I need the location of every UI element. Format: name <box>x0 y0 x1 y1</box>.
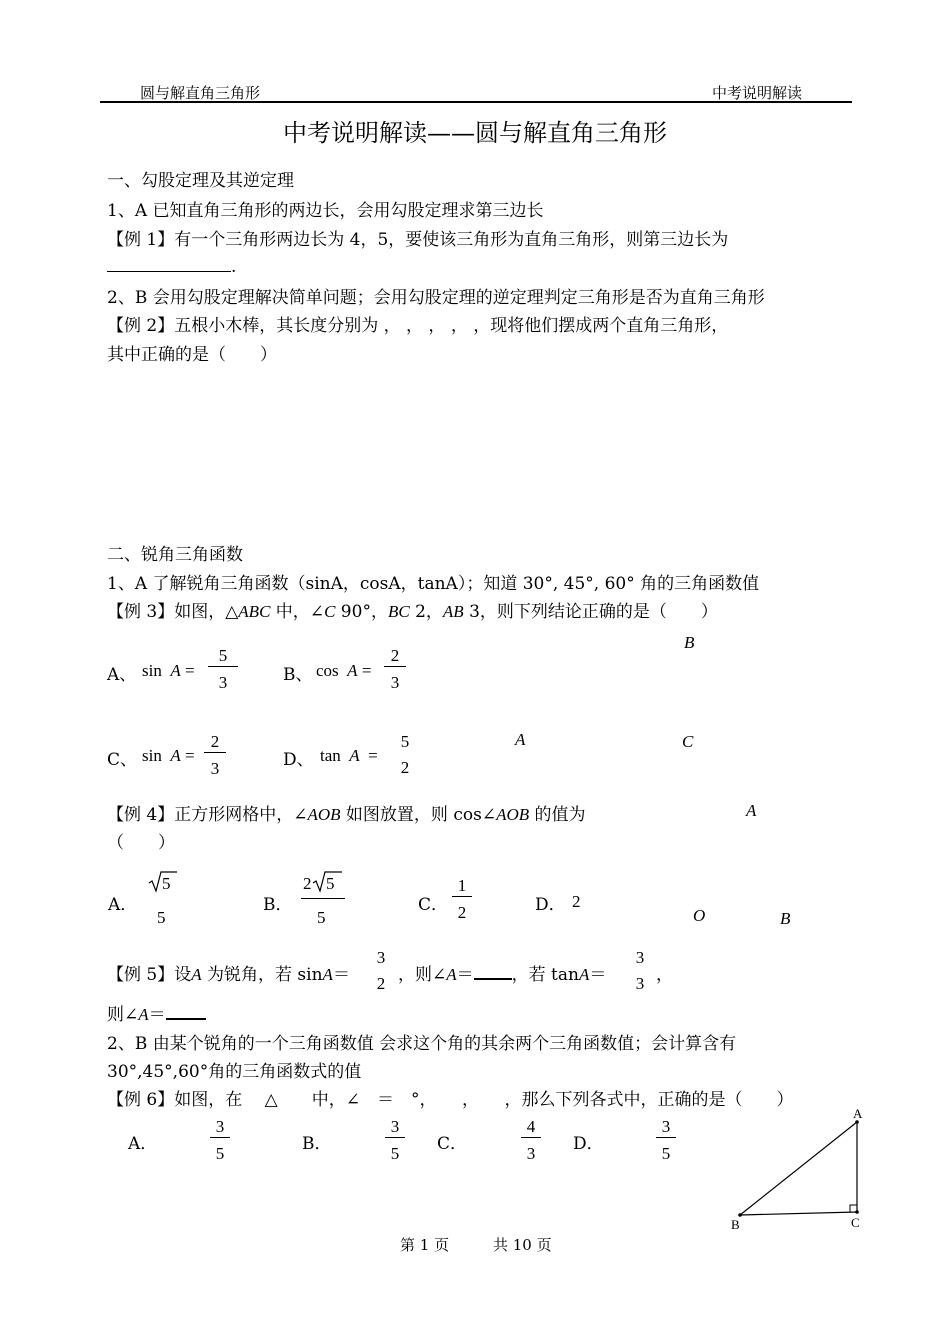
s2-item2-line1: 2、B 由某个锐角的一个三角函数值 会求这个角的其余两个三角函数值；会计算含有 <box>107 1034 737 1054</box>
ex5-blank1[interactable] <box>474 961 512 980</box>
ex3-option-d-expr: tan A = <box>320 746 378 765</box>
ex4-fig-label-o: O <box>693 906 706 925</box>
ex4-option-a-label: A． <box>108 895 138 915</box>
ex6-option-a-label: A． <box>128 1134 158 1154</box>
ex4-option-d-value: 2 <box>572 892 581 911</box>
example1-answer-line: . <box>107 254 236 277</box>
example4-paren: （ ） <box>107 833 175 853</box>
ex3-fig-label-c: C <box>682 732 694 751</box>
ex5-tan-fraction: 3 3 <box>635 948 645 993</box>
ex6-triangle-figure <box>720 1100 870 1240</box>
ex3-fig-label-b: B <box>684 633 695 652</box>
ex6-option-a-fraction: $\frac{3}{5}$ <box>210 1117 230 1164</box>
s1-item1: 1、A 已知直角三角形的两边长，会用勾股定理求第三边长 <box>107 201 544 221</box>
example2-line1: 【例 2】五根小木棒，其长度分别为 ， ， ， ， ，现将他们摆成两个直角三角形， <box>107 316 729 336</box>
example2-line2: 其中正确的是（ ） <box>107 345 277 365</box>
s2-item1: 1、A 了解锐角三角函数（sinA，cosA，tanA）；知道 30°, 45°, 60° 角的三角函数值 <box>107 574 760 594</box>
header-rule <box>100 101 852 103</box>
example4-text: 【例 4】正方形网格中，∠AOB 如图放置，则 cos∠AOB 的值为 <box>107 805 586 825</box>
ex3-option-c-fraction: $\frac{2}{3}$ <box>204 732 226 779</box>
example5-line1: 【例 5】设A 为锐角，若 sinA＝ <box>107 965 350 985</box>
s1-item2: 2、B 会用勾股定理解决简单问题；会用勾股定理的逆定理判定三角形是否为直角三角形 <box>107 288 765 308</box>
ex6-option-c-fraction: $\frac{4}{3}$ <box>521 1117 541 1164</box>
ex3-option-b-label: B、 <box>283 665 313 685</box>
ex6-option-d-label: D． <box>573 1134 604 1154</box>
page-title: 中考说明解读——圆与解直角三角形 <box>283 119 667 147</box>
ex6-option-b-fraction: $\frac{3}{5}$ <box>385 1117 405 1164</box>
ex3-option-d-fraction: 5 2 <box>400 732 410 777</box>
ex4-option-c-label: C． <box>418 895 449 915</box>
ex4-fig-label-a: A <box>746 801 757 820</box>
ex3-fig-label-a: A <box>515 730 526 749</box>
ex4-option-a-fraction: 5 5 <box>148 870 178 932</box>
ex3-option-c-label: C、 <box>107 750 138 770</box>
ex5-sin-fraction: 3 2 <box>376 948 386 993</box>
ex6-option-d-fraction: $\frac{3}{5}$ <box>656 1117 676 1164</box>
ex3-option-a-fraction: $\frac{5}{3}$ <box>208 646 238 693</box>
ex6-option-c-label: C． <box>437 1134 468 1154</box>
ex4-option-b-fraction: 2 5 5 <box>301 870 345 932</box>
section1-heading: 一、勾股定理及其逆定理 <box>107 171 294 191</box>
footer-total: 共 10 页 <box>493 1236 552 1254</box>
ex3-option-a-expr: sin A = <box>142 661 195 680</box>
example5-line2: 则∠A＝ <box>107 1000 206 1025</box>
ex4-option-d-label: D． <box>535 895 566 915</box>
ex3-option-c-expr: sin A = <box>142 746 195 765</box>
ex4-option-b-label: B． <box>263 895 293 915</box>
s2-item2-line2: 30°,45°,60°角的三角函数式的值 <box>107 1062 362 1082</box>
ex6-fig-label-a: A <box>853 1106 863 1121</box>
header-right: 中考说明解读 <box>712 84 803 102</box>
ex5-blank2[interactable] <box>166 1001 206 1020</box>
ex6-fig-label-c: C <box>851 1215 860 1230</box>
ex6-option-b-label: B． <box>302 1134 332 1154</box>
example5-line1-cont: ，则∠A＝ ，若 tanA＝ <box>398 960 606 985</box>
ex4-option-c-fraction: $\frac{1}{2}$ <box>452 876 472 923</box>
footer-page: 第 1 页 <box>400 1236 450 1254</box>
example3-text: 【例 3】如图，△ABC 中，∠C 90°，BC 2，AB 3，则下列结论正确的是（ ） <box>107 602 718 622</box>
example6-text: 【例 6】如图，在 △ 中，∠ ＝ °， ， ，那么下列各式中，正确的是（ ） <box>107 1090 794 1110</box>
ex4-fig-label-b: B <box>780 909 791 928</box>
ex6-fig-label-b: B <box>731 1217 740 1232</box>
example1-text: 【例 1】有一个三角形两边长为 4，5，要使该三角形为直角三角形，则第三边长为 <box>107 230 729 250</box>
ex3-option-b-expr: cos A = <box>316 661 372 680</box>
ex3-option-b-fraction: $\frac{2}{3}$ <box>384 646 406 693</box>
section2-heading: 二、锐角三角函数 <box>107 545 243 565</box>
ex5-comma: ， <box>656 965 673 985</box>
ex3-option-d-label: D、 <box>283 750 314 770</box>
header-left: 圆与解直角三角形 <box>140 84 261 102</box>
example1-blank[interactable] <box>107 254 231 272</box>
ex3-option-a-label: A、 <box>107 665 137 685</box>
